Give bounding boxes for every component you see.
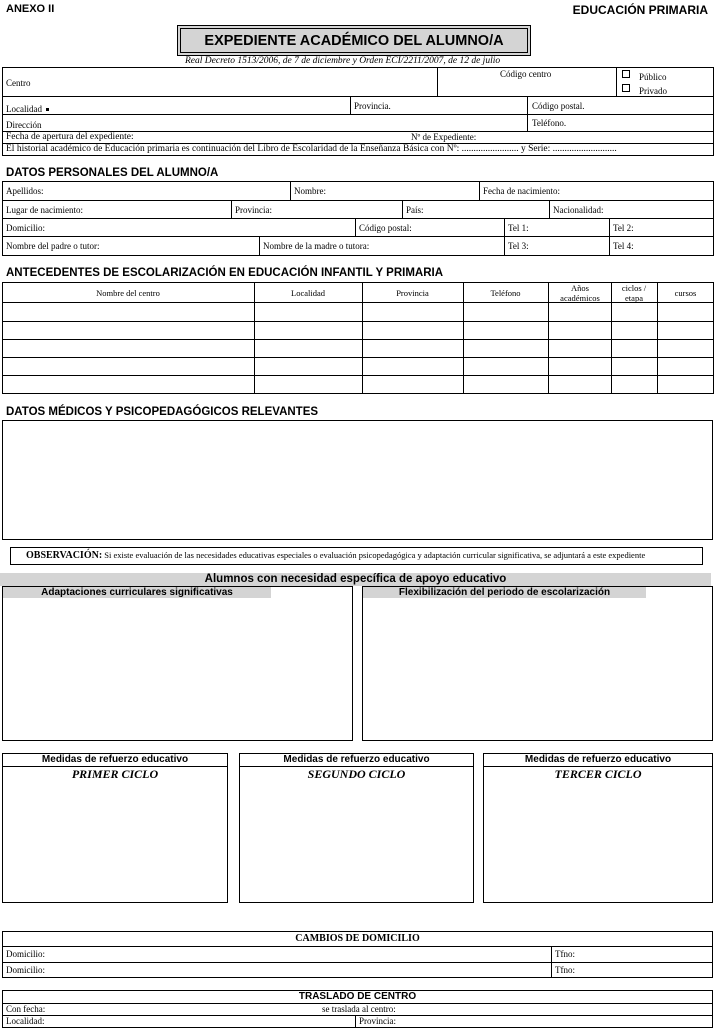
decree-reference: Real Decreto 1513/2006, de 7 de diciembre y Orden ECI/2211/2007, de 12 de julio <box>185 56 501 66</box>
reinforcement-cycle2-title: SEGUNDO CICLO <box>307 767 406 781</box>
public-checkbox[interactable] <box>622 70 630 78</box>
name-label: Nombre: <box>294 186 326 196</box>
document-title: EXPEDIENTE ACADÉMICO DEL ALUMNO/A <box>204 33 504 49</box>
transfer-centre-label: se traslada al centro: <box>322 1004 396 1014</box>
phone-label: Teléfono. <box>532 118 567 128</box>
centre-code-label: Código centro <box>500 69 552 79</box>
col-centre-name: Nombre del centro <box>96 288 160 298</box>
tel1-label: Tel 1: <box>508 223 529 233</box>
schooling-history-title: ANTECEDENTES DE ESCOLARIZACIÓN EN EDUCACIÓN INFANTIL Y PRIMARIA <box>6 267 444 279</box>
locality-label: Localidad <box>6 104 42 114</box>
province-label: Provincia. <box>354 101 391 111</box>
observation-text <box>26 550 645 561</box>
col-locality: Localidad <box>291 288 325 298</box>
address-change1-phone: Tfno: <box>555 949 575 959</box>
flexibilization-header: Flexibilización del periodo de escolarización <box>363 587 646 598</box>
transfer-date-label: Con fecha: <box>6 1004 46 1014</box>
education-level: EDUCACIÓN PRIMARIA <box>572 3 708 17</box>
home-label: Domicilio: <box>6 223 45 233</box>
col-phone: Teléfono <box>490 288 521 298</box>
reinforcement-cycle3-label: Medidas de refuerzo educativo <box>524 754 672 765</box>
private-checkbox[interactable] <box>622 84 630 92</box>
birthplace-label: Lugar de nacimiento: <box>6 205 83 215</box>
locality-dot <box>46 108 49 111</box>
file-number-label: Nº de Expediente: <box>411 132 477 142</box>
public-label: Público <box>639 72 667 82</box>
document-title-box <box>177 25 531 56</box>
country-label: País: <box>406 205 424 215</box>
personal-data-title: DATOS PERSONALES DEL ALUMNO/A <box>6 167 219 179</box>
address-change2-label: Domicilio: <box>6 965 45 975</box>
address-change2-phone: Tfno: <box>555 965 575 975</box>
reinforcement-cycle1-title: PRIMER CICLO <box>71 767 159 781</box>
support-title: Alumnos con necesidad específica de apoyo educativo <box>204 573 507 585</box>
annex-label: ANEXO II <box>6 3 55 15</box>
medical-data-title: DATOS MÉDICOS Y PSICOPEDAGÓGICOS RELEVANTES <box>6 406 319 418</box>
birthdate-label: Fecha de nacimiento: <box>483 186 560 196</box>
reinforcement-cycle1-label: Medidas de refuerzo educativo <box>41 754 189 765</box>
transfer-title: TRASLADO DE CENTRO <box>298 991 417 1002</box>
personal-province-label: Provincia: <box>235 205 272 215</box>
postal-code-label: Código postal. <box>532 101 585 111</box>
tel2-label: Tel 2: <box>613 223 634 233</box>
col-cycles: ciclos / etapa <box>621 283 647 303</box>
father-label: Nombre del padre o tutor: <box>6 241 100 251</box>
reinforcement-cycle3-title: TERCER CICLO <box>554 767 642 781</box>
nationality-label: Nacionalidad: <box>553 205 604 215</box>
record-continuation-text: El historial académico de Educación primaria es continuación del Libro de Escolaridad de la Enseñanza Básica con Nº: ........................ y Serie: ........................... <box>6 144 617 154</box>
transfer-province-label: Provincia: <box>359 1016 396 1026</box>
adaptations-box[interactable] <box>2 586 353 741</box>
col-academic-years: Años académicos <box>560 283 600 303</box>
private-label: Privado <box>639 86 667 96</box>
tel4-label: Tel 4: <box>613 241 634 251</box>
flexibilization-box[interactable] <box>362 586 713 741</box>
address-changes-title: CAMBIOS DE DOMICILIO <box>295 933 420 944</box>
col-courses: cursos <box>674 288 697 298</box>
surname-label: Apellidos: <box>6 186 44 196</box>
transfer-locality-label: Localidad: <box>6 1016 45 1026</box>
reinforcement-cycle2-label: Medidas de refuerzo educativo <box>283 754 430 765</box>
adaptations-header: Adaptaciones curriculares significativas <box>3 587 271 598</box>
tel3-label: Tel 3: <box>508 241 529 251</box>
centre-label: Centro <box>6 78 31 88</box>
medical-data-area[interactable] <box>2 420 713 540</box>
opening-date-label: Fecha de apertura del expediente: <box>6 132 134 142</box>
address-change1-label: Domicilio: <box>6 949 45 959</box>
mother-label: Nombre de la madre o tutora: <box>263 241 370 251</box>
col-province: Provincia <box>396 288 429 298</box>
observation-label: OBSERVACIÓN: <box>26 550 103 561</box>
address-label: Dirección <box>6 120 42 130</box>
observation-body: Si existe evaluación de las necesidades educativas especiales o evaluación psicopedagógica y adaptación curricular significativa, se adjuntará a este expediente <box>102 550 646 560</box>
personal-postal-label: Código postal: <box>359 223 412 233</box>
